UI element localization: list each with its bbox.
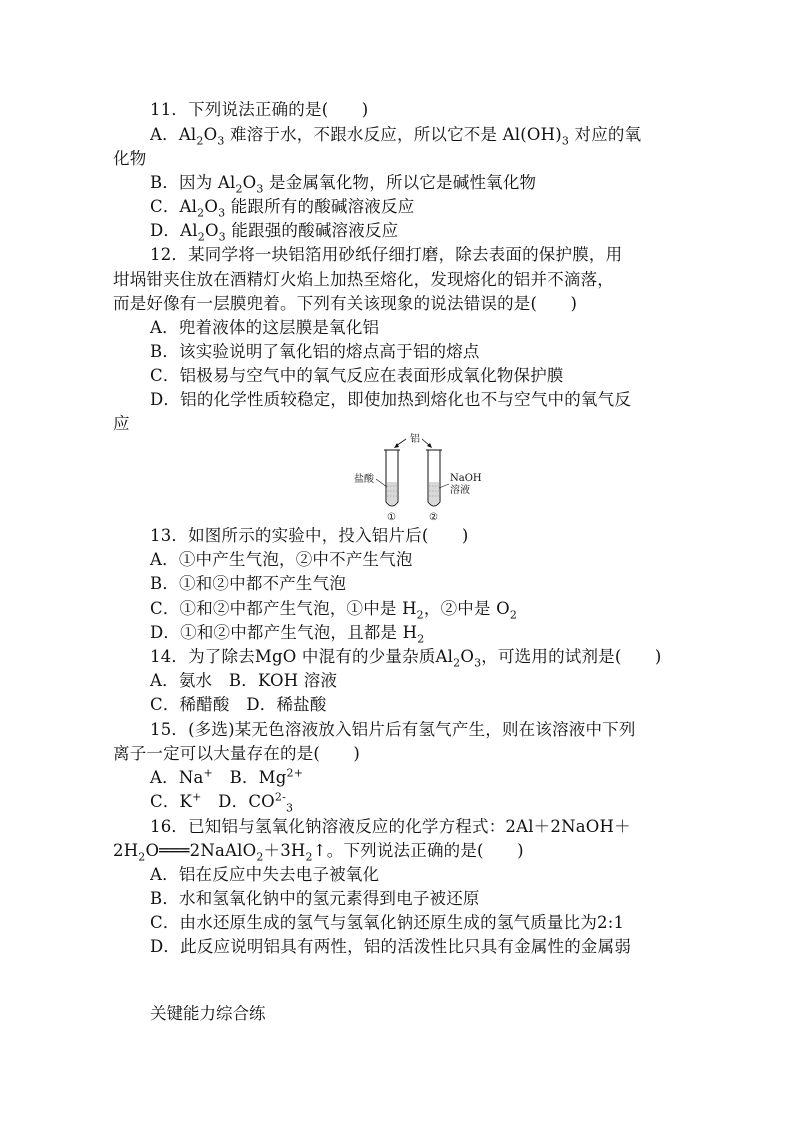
q12-line2: 坩埚钳夹住放在酒精灯火焰上加热至熔化，发现熔化的铝并不滴落， [113, 270, 614, 289]
q16-line1: 16．已知铝与氢氧化钠溶液反应的化学方程式：2Al＋2NaOH＋ [150, 817, 631, 836]
q12-line3: 而是好像有一层膜兜着。下列有关该现象的说法错误的是( ) [113, 294, 578, 313]
q12-line1: 12．某同学将一块铝箔用砂纸仔细打磨，除去表面的保护膜，用 [150, 245, 623, 264]
test-tube-figure [350, 432, 500, 522]
label-leader-left [376, 479, 387, 487]
q13-option-d: D．①和②中都产生气泡，且都是 $H_2$ [150, 623, 425, 646]
q16-option-a: A．铝在反应中失去电子被氧化 [150, 865, 380, 884]
q16-option-b: B．水和氢氧化钠中的氢元素得到电子被还原 [150, 889, 480, 908]
q11-option-d: D．$Al_2O_3$ 能跟强的酸碱溶液反应 [150, 221, 399, 244]
q11-option-c: C．$Al_2O_3$ 能跟所有的酸碱溶液反应 [150, 197, 415, 220]
figure-num-1: ① [387, 512, 396, 522]
figure-label-solution: 溶液 [450, 485, 470, 496]
q13-stem: 13．如图所示的实验中，投入铝片后( ) [150, 526, 469, 545]
arrow-left-head [394, 443, 399, 448]
q15-line1: 15．(多选)某无色溶液放入铝片后有氢气产生，则在该溶液中下列 [150, 720, 636, 739]
q13-option-c: C．①和②中都产生气泡，①中是 $H_2$，②中是 $O_2$ [150, 599, 518, 622]
q16-option-c: C．由水还原生成的氢气与氢氧化钠还原生成的氢气质量比为2:1 [150, 913, 625, 932]
figure-label-aluminum: 铝 [410, 434, 420, 445]
test-tube-2-liquid [429, 482, 439, 505]
q12-option-a: A．兜着液体的这层膜是氧化铝 [150, 318, 380, 337]
q12-option-b: B．该实验说明了氧化铝的熔点高于铝的熔点 [150, 342, 480, 361]
q14-options-ab: A．氨水 B．KOH 溶液 [150, 671, 338, 690]
q12-option-d: D．铝的化学性质较稳定，即使加热到熔化也不与空气中的氧气反 [150, 390, 632, 409]
q12-option-d-cont: 应 [113, 414, 130, 433]
test-tube-1-liquid [387, 482, 397, 505]
q13-option-a: A．①中产生气泡，②中不产生气泡 [150, 550, 413, 569]
q15-options-ab: A．Na+ B．$Mg^{2+}$ [150, 766, 304, 787]
q14-stem: 14．为了除去MgO 中混有的少量杂质$Al_2O_3$，可选用的试剂是( ) [150, 647, 662, 670]
figure-label-naoh: NaOH [450, 473, 482, 484]
q16-line2: $2H_2O═══2NaAlO_2+3H_2↑$。下列说法正确的是( ) [113, 841, 524, 864]
q12-option-c: C．铝极易与空气中的氧气反应在表面形成氧化物保护膜 [150, 366, 564, 385]
section-heading: 关键能力综合练 [150, 1004, 266, 1023]
figure-num-2: ② [429, 512, 438, 522]
q11-option-a-cont: 化物 [113, 149, 147, 168]
q13-option-b: B．①和②中都不产生气泡 [150, 574, 347, 593]
q11-option-b: B．因为 $Al_2O_3$ 是金属氧化物，所以它是碱性氧化物 [150, 173, 537, 196]
figure-label-hcl: 盐酸 [354, 474, 374, 485]
q11-option-a: A．$Al_2O_3$ 难溶于水，不跟水反应，所以它不是 $Al(OH)_3$ 对应的氧 [150, 125, 642, 148]
q14-options-cd: C．稀醋酸 D．稀盐酸 [150, 695, 327, 714]
q15-options-cd: C．K+ D．$CO^{2-}_3$ [150, 790, 294, 815]
q16-option-d: D．此反应说明铝具有两性，铝的活泼性比只具有金属性的金属弱 [150, 937, 632, 956]
q15-line2: 离子一定可以大量存在的是( ) [113, 744, 361, 763]
q11-stem: 11．下列说法正确的是( ) [150, 100, 369, 119]
